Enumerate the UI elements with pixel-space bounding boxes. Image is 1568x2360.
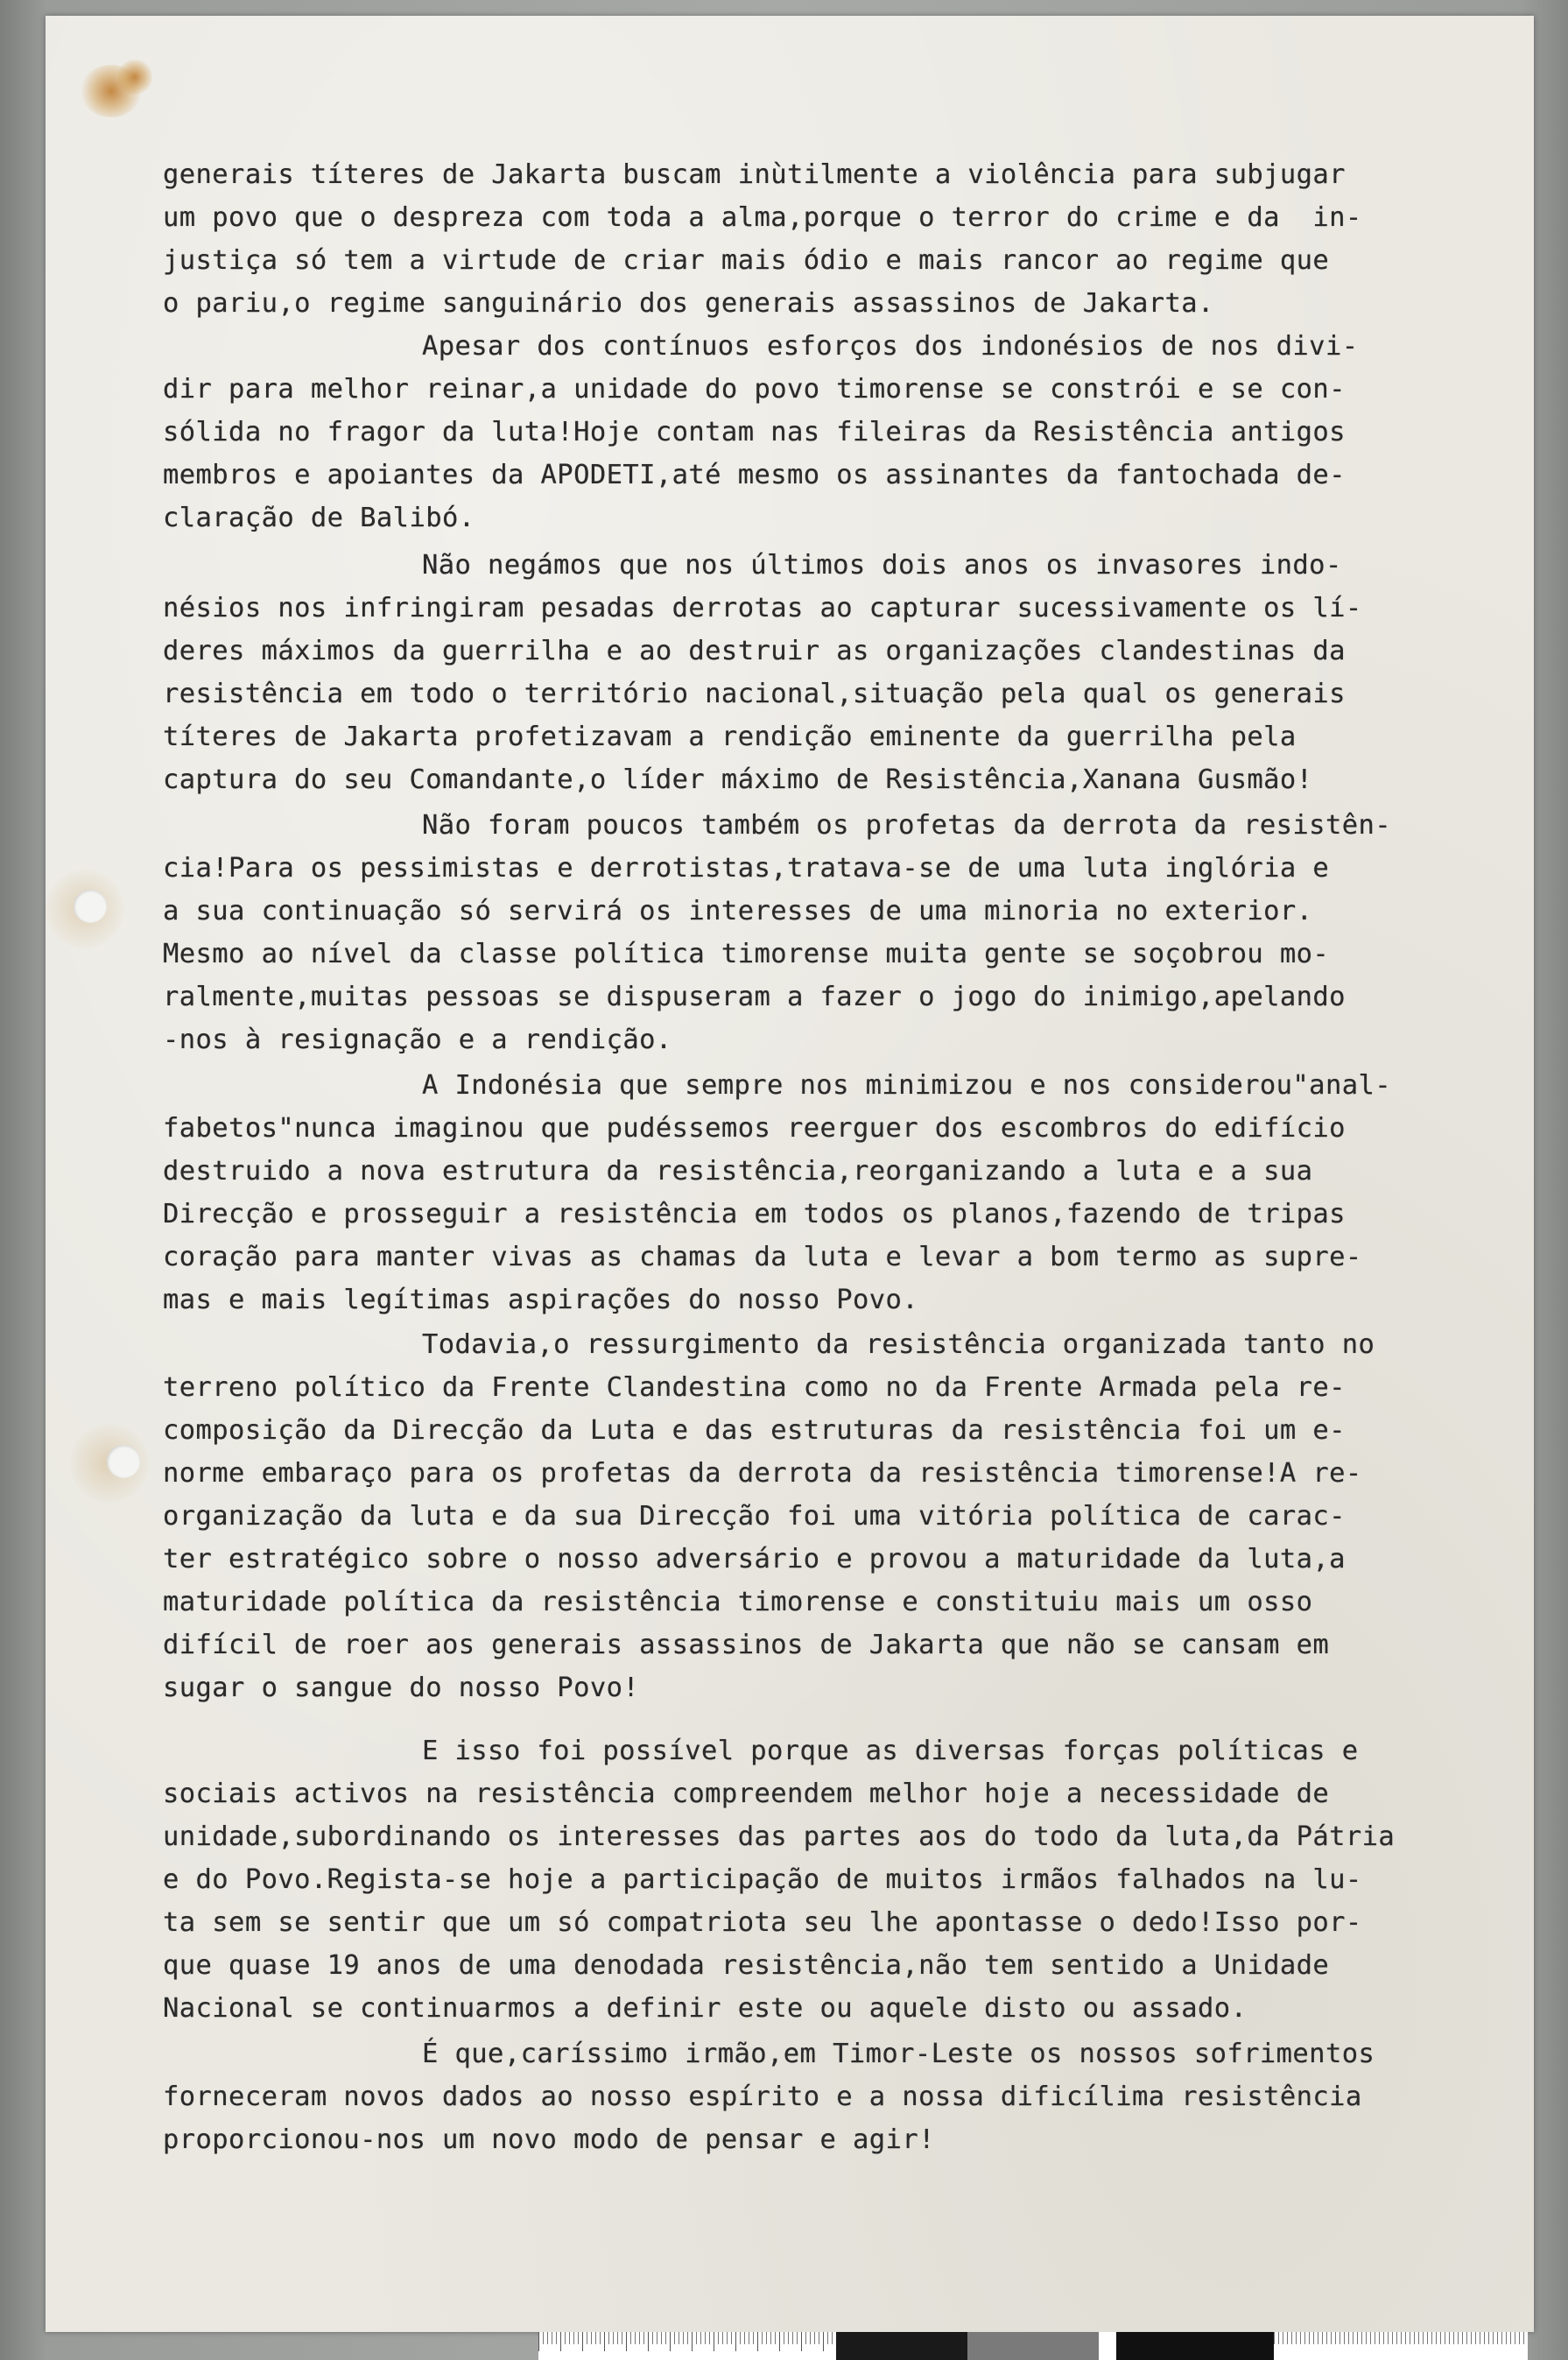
text-line: resistência em todo o território nacional,situação pela qual os generais	[163, 679, 1346, 709]
text-line: composição da Direcção da Luta e das estruturas da resistência foi um e-	[163, 1415, 1346, 1446]
text-line: Apesar dos contínuos esforços dos indonésios de nos divi-	[422, 331, 1359, 362]
text-line: Não foram poucos também os profetas da derrota da resistên-	[422, 810, 1391, 841]
text-line: organização da luta e da sua Direcção foi uma vitória política de carac-	[163, 1501, 1346, 1532]
text-line: norme embaraço para os profetas da derrota da resistência timorense!A re-	[163, 1458, 1362, 1489]
scale-block	[1116, 2332, 1274, 2360]
text-line: A Indonésia que sempre nos minimizou e nos considerou"anal-	[422, 1070, 1391, 1101]
rust-stain	[117, 60, 152, 95]
text-line: destruido a nova estrutura da resistência,reorganizando a luta e a sua	[163, 1156, 1313, 1187]
text-line: ta sem se sentir que um só compatriota seu lhe apontasse o dedo!Isso por-	[163, 1907, 1362, 1938]
scale-block	[836, 2332, 967, 2360]
text-line: um povo que o despreza com toda a alma,porque o terror do crime e da in-	[163, 202, 1362, 233]
scale-block	[967, 2332, 1099, 2360]
text-line: Direcção e prosseguir a resistência em todos os planos,fazendo de tripas	[163, 1199, 1346, 1229]
text-line: E isso foi possível porque as diversas forças políticas e	[422, 1736, 1359, 1766]
punch-hole	[107, 1445, 140, 1478]
text-line: títeres de Jakarta profetizavam a rendição eminente da guerrilha pela	[163, 722, 1297, 752]
text-line: captura do seu Comandante,o líder máximo de Resistência,Xanana Gusmão!	[163, 764, 1313, 795]
text-line: difícil de roer aos generais assassinos de Jakarta que não se cansam em	[163, 1630, 1330, 1660]
text-line: Todavia,o ressurgimento da resistência organizada tanto no	[422, 1329, 1375, 1360]
text-line: a sua continuação só servirá os interesses de uma minoria no exterior.	[163, 896, 1313, 926]
color-calibration-scale	[538, 2332, 1528, 2360]
text-line: sociais activos na resistência compreendem melhor hoje a necessidade de	[163, 1779, 1330, 1809]
text-line: É que,caríssimo irmão,em Timor-Leste os nossos sofrimentos	[422, 2039, 1375, 2069]
scale-ticks	[1274, 2332, 1528, 2344]
text-line: claração de Balibó.	[163, 503, 475, 533]
text-line: -nos à resignação e a rendição.	[163, 1025, 672, 1055]
text-line: terreno político da Frente Clandestina como no da Frente Armada pela re-	[163, 1372, 1346, 1403]
text-line: forneceram novos dados ao nosso espírito e a nossa dificílima resistência	[163, 2082, 1362, 2112]
text-line: dir para melhor reinar,a unidade do povo timorense se constrói e se con-	[163, 374, 1346, 405]
text-line: membros e apoiantes da APODETI,até mesmo os assinantes da fantochada de-	[163, 460, 1346, 490]
text-line: generais títeres de Jakarta buscam inùtilmente a violência para subjugar	[163, 159, 1346, 190]
text-line: Não negámos que nos últimos dois anos os invasores indo-	[422, 550, 1342, 581]
text-line: e do Povo.Regista-se hoje a participação de muitos irmãos falhados na lu-	[163, 1864, 1362, 1895]
text-line: justiça só tem a virtude de criar mais ódio e mais rancor ao regime que	[163, 245, 1330, 276]
text-line: sugar o sangue do nosso Povo!	[163, 1673, 640, 1703]
text-line: coração para manter vivas as chamas da luta e levar a bom termo as supre-	[163, 1242, 1362, 1272]
text-line: nésios nos infringiram pesadas derrotas ao capturar sucessivamente os lí-	[163, 593, 1362, 623]
text-line: Nacional se continuarmos a definir este ou aquele disto ou assado.	[163, 1993, 1248, 2024]
text-line: cia!Para os pessimistas e derrotistas,tratava-se de uma luta inglória e	[163, 853, 1330, 884]
text-line: o pariu,o regime sanguinário dos generais assassinos de Jakarta.	[163, 288, 1214, 319]
punch-hole	[74, 890, 107, 923]
scale-ticks	[538, 2332, 836, 2351]
text-line: mas e mais legítimas aspirações do nosso Povo.	[163, 1285, 919, 1315]
text-line: ter estratégico sobre o nosso adversário e provou a maturidade da luta,a	[163, 1544, 1346, 1575]
text-line: deres máximos da guerrilha e ao destruir as organizações clandestinas da	[163, 636, 1346, 666]
text-line: unidade,subordinando os interesses das partes aos do todo da luta,da Pátria	[163, 1821, 1396, 1852]
text-line: proporcionou-nos um novo modo de pensar e agir!	[163, 2124, 935, 2155]
text-line: Mesmo ao nível da classe política timorense muita gente se soçobrou mo-	[163, 939, 1330, 969]
text-line: que quase 19 anos de uma denodada resistência,não tem sentido a Unidade	[163, 1950, 1330, 1981]
text-line: maturidade política da resistência timorense e constituiu mais um osso	[163, 1587, 1313, 1617]
text-line: sólida no fragor da luta!Hoje contam nas fileiras da Resistência antigos	[163, 417, 1346, 447]
text-line: fabetos"nunca imaginou que pudéssemos reerguer dos escombros do edifício	[163, 1113, 1346, 1144]
text-line: ralmente,muitas pessoas se dispuseram a fazer o jogo do inimigo,apelando	[163, 982, 1346, 1012]
